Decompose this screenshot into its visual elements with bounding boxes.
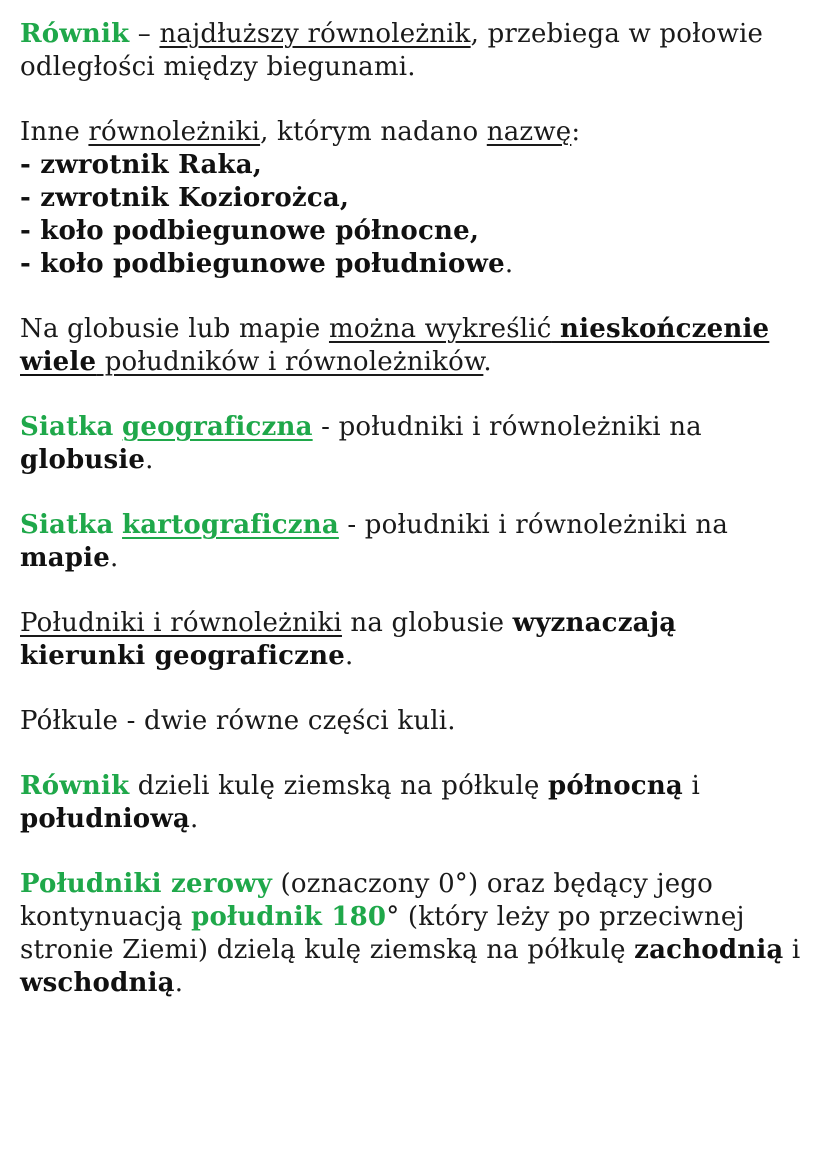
text-span: . [145, 445, 154, 475]
term-poludnik-180: południk 180 [191, 902, 387, 932]
text-span: Na globusie lub mapie [20, 314, 329, 344]
text-span: – [129, 19, 160, 49]
text-line [20, 901, 815, 934]
term-geograficzna: geograficzna [122, 412, 313, 442]
text-line [20, 18, 815, 51]
text-span [552, 314, 560, 344]
text-span: . [504, 249, 514, 279]
text-span: . [189, 804, 199, 834]
text-span: . [174, 968, 184, 998]
list-item-text: - koło podbiegunowe południowe [20, 249, 505, 279]
text-span: i [682, 771, 700, 801]
paragraph-rownik-definition [20, 18, 815, 84]
bold-phrase: globusie [20, 445, 146, 475]
list-item: - zwrotnik Koziorożca, [20, 183, 350, 213]
paragraph-named-parallels [20, 116, 815, 281]
term-rownik: Równik [20, 19, 130, 49]
document-page [20, 18, 815, 1032]
underlined-phrase: Południki i równoleżniki [20, 608, 342, 638]
term-siatka: Siatka [20, 412, 114, 442]
paragraph-cartographic-grid [20, 509, 815, 575]
bold-phrase: wschodnią [20, 968, 175, 998]
text-line [20, 934, 815, 967]
paragraph-directions [20, 607, 815, 673]
paragraph-hemispheres [20, 705, 815, 738]
text-line [20, 803, 815, 836]
paragraph-geographic-grid [20, 411, 815, 477]
text-span: i [783, 935, 801, 965]
underlined-phrase: najdłuższy równoleżnik [159, 19, 471, 49]
paragraph-infinite-lines [20, 313, 815, 379]
underlined-phrase: nazwę [486, 117, 572, 147]
bold-underlined-phrase: nieskończenie [560, 314, 770, 344]
text-span: ° (który leży po przeciwnej [386, 902, 745, 932]
text-line [20, 411, 815, 444]
list-item-last [20, 248, 815, 281]
text-line [20, 444, 815, 477]
bold-phrase: mapie [20, 543, 110, 573]
text-line [20, 967, 815, 1000]
text-span: : [571, 117, 581, 147]
text-span [114, 412, 122, 442]
text-span [114, 510, 122, 540]
text-span: (oznaczony 0°) oraz będący jego [272, 869, 713, 899]
list-item: - zwrotnik Raka, [20, 150, 263, 180]
text-line [20, 116, 815, 149]
text-span: kontynuacją [20, 902, 192, 932]
text-span: - południki i równoleżniki na [312, 412, 702, 442]
text-line: Półkule - dwie równe części kuli. [20, 706, 456, 736]
text-line [20, 607, 815, 640]
text-span: Inne [20, 117, 89, 147]
bold-phrase: kierunki geograficzne [20, 641, 345, 671]
underlined-phrase: południków i równoleżników [96, 347, 484, 377]
text-line [20, 346, 815, 379]
text-line [20, 509, 815, 542]
text-span: stronie Ziemi) dzielą kulę ziemską na półkulę [20, 935, 635, 965]
underlined-phrase: można wykreślić [328, 314, 552, 344]
text-span: , którym nadano [260, 117, 487, 147]
text-span: dzieli kulę ziemską na półkulę [129, 771, 549, 801]
bold-underlined-phrase: wiele [20, 347, 97, 377]
text-line [20, 51, 815, 84]
term-siatka: Siatka [20, 510, 114, 540]
text-span: na globusie [341, 608, 513, 638]
list-item: - koło podbiegunowe północne, [20, 216, 480, 246]
text-line [20, 770, 815, 803]
term-rownik: Równik [20, 771, 130, 801]
text-line [20, 542, 815, 575]
term-poludniki-zerowy: Południki zerowy [20, 869, 273, 899]
bold-phrase: wyznaczają [512, 608, 677, 638]
paragraph-equator-divides [20, 770, 815, 836]
text-line [20, 313, 815, 346]
text-line [20, 868, 815, 901]
paragraph-prime-meridian [20, 868, 815, 1000]
text-span: . [109, 543, 119, 573]
text-span: odległości między biegunami. [20, 52, 416, 82]
term-kartograficzna: kartograficzna [122, 510, 339, 540]
bold-phrase: północną [548, 771, 683, 801]
text-line [20, 640, 815, 673]
text-span: - południki i równoleżniki na [338, 510, 729, 540]
text-span: , przebiega w połowie [470, 19, 764, 49]
underlined-phrase: równoleżniki [88, 117, 261, 147]
bold-phrase: południową [20, 804, 190, 834]
bold-phrase: zachodnią [634, 935, 784, 965]
text-span: . [483, 347, 492, 377]
text-span: . [344, 641, 354, 671]
